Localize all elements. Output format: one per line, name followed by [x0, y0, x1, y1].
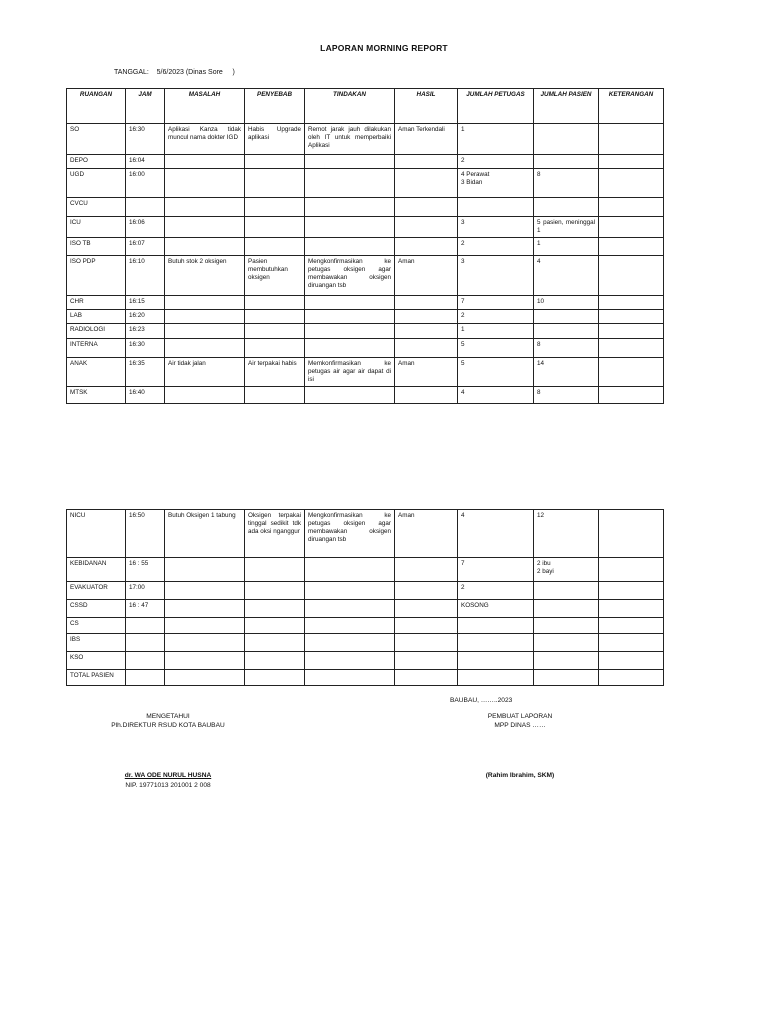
cell-ruangan: IBS [67, 634, 126, 652]
cell-pasien [534, 600, 599, 618]
table-row [67, 238, 664, 256]
cell-tindakan [305, 339, 395, 358]
cell-tindakan [305, 618, 395, 634]
cell-jam: 17:00 [126, 582, 165, 600]
cell-masalah [165, 155, 245, 169]
cell-masalah [165, 217, 245, 238]
cell-ruangan: ANAK [67, 358, 126, 387]
column-header-pasien: JUMLAH PASIEN [534, 89, 599, 124]
cell-penyebab [245, 652, 305, 670]
cell-petugas: 1 [458, 124, 534, 155]
cell-pasien: 14 [534, 358, 599, 387]
cell-tindakan [305, 296, 395, 310]
cell-keterangan [599, 339, 664, 358]
cell-pasien: 2 ibu 2 bayi [534, 558, 599, 582]
cell-tindakan: Mengkonfirmasikan ke petugas oksigen agar membawakan oksigen diruangan tsb [305, 256, 395, 296]
cell-penyebab [245, 600, 305, 618]
cell-pasien: 10 [534, 296, 599, 310]
cell-petugas: 3 [458, 256, 534, 296]
cell-penyebab [245, 155, 305, 169]
cell-keterangan [599, 169, 664, 198]
cell-jam [126, 652, 165, 670]
cell-hasil [395, 634, 458, 652]
cell-tindakan [305, 670, 395, 686]
cell-pasien [534, 618, 599, 634]
cell-hasil [395, 652, 458, 670]
report-table-1 [66, 88, 664, 404]
cell-hasil [395, 339, 458, 358]
cell-hasil [395, 558, 458, 582]
cell-hasil: Aman [395, 510, 458, 558]
header-row [67, 89, 664, 124]
cell-masalah [165, 634, 245, 652]
cell-pasien [534, 324, 599, 339]
cell-penyebab [245, 618, 305, 634]
cell-petugas: 2 [458, 155, 534, 169]
cell-petugas: 5 [458, 358, 534, 387]
cell-keterangan [599, 618, 664, 634]
cell-hasil [395, 296, 458, 310]
cell-masalah [165, 600, 245, 618]
cell-ruangan: KSO [67, 652, 126, 670]
cell-keterangan [599, 217, 664, 238]
cell-jam [126, 670, 165, 686]
cell-petugas [458, 198, 534, 217]
table-row [67, 582, 664, 600]
cell-petugas: 7 [458, 296, 534, 310]
reporter-name: (Rahim Ibrahim, SKM) [485, 772, 555, 779]
cell-pasien: 8 [534, 169, 599, 198]
cell-masalah: Air tidak jalan [165, 358, 245, 387]
cell-ruangan: ISO PDP [67, 256, 126, 296]
cell-pasien [534, 652, 599, 670]
cell-tindakan [305, 155, 395, 169]
cell-keterangan [599, 324, 664, 339]
table-row [67, 169, 664, 198]
cell-keterangan [599, 582, 664, 600]
cell-penyebab [245, 670, 305, 686]
cell-petugas: 5 [458, 339, 534, 358]
report-title: LAPORAN MORNING REPORT [320, 43, 448, 53]
cell-masalah [165, 582, 245, 600]
cell-penyebab: Pasien membutuhkan oksigen [245, 256, 305, 296]
report-date: TANGGAL: 5/6/2023 (Dinas Sore ) [114, 69, 235, 76]
cell-ruangan: RADIOLOGI [67, 324, 126, 339]
cell-ruangan: TOTAL PASIEN [67, 670, 126, 686]
table-row [67, 510, 664, 558]
table-row [67, 296, 664, 310]
cell-hasil [395, 310, 458, 324]
cell-petugas: KOSONG [458, 600, 534, 618]
cell-pasien [534, 670, 599, 686]
cell-jam: 16:10 [126, 256, 165, 296]
director-title: Plh.DIREKTUR RSUD KOTA BAUBAU [111, 722, 225, 729]
cell-masalah: Butuh stok 2 oksigen [165, 256, 245, 296]
cell-masalah [165, 198, 245, 217]
cell-ruangan: LAB [67, 310, 126, 324]
cell-penyebab [245, 217, 305, 238]
cell-petugas: 1 [458, 324, 534, 339]
table-row [67, 198, 664, 217]
cell-ruangan: CS [67, 618, 126, 634]
reporter-shift: MPP DINAS …… [494, 722, 546, 729]
cell-pasien: 8 [534, 387, 599, 404]
column-header-hasil: HASIL [395, 89, 458, 124]
cell-petugas: 2 [458, 310, 534, 324]
cell-masalah [165, 238, 245, 256]
cell-hasil [395, 217, 458, 238]
cell-keterangan [599, 670, 664, 686]
cell-penyebab [245, 582, 305, 600]
cell-pasien: 5 pasien, meninggal 1 [534, 217, 599, 238]
cell-tindakan: Memkonfirmasikan ke petugas air agar air dapat di isi [305, 358, 395, 387]
cell-tindakan [305, 310, 395, 324]
cell-penyebab [245, 634, 305, 652]
table-row [67, 155, 664, 169]
cell-pasien [534, 310, 599, 324]
cell-tindakan [305, 238, 395, 256]
cell-jam: 16:40 [126, 387, 165, 404]
table-row [67, 618, 664, 634]
cell-hasil [395, 155, 458, 169]
cell-hasil [395, 169, 458, 198]
cell-petugas: 2 [458, 582, 534, 600]
cell-penyebab [245, 310, 305, 324]
cell-ruangan: EVAKUATOR [67, 582, 126, 600]
column-header-tindakan: TINDAKAN [305, 89, 395, 124]
cell-petugas: 4 [458, 510, 534, 558]
cell-petugas [458, 618, 534, 634]
cell-keterangan [599, 600, 664, 618]
cell-masalah [165, 618, 245, 634]
cell-penyebab [245, 339, 305, 358]
cell-masalah: Butuh Oksigen 1 tabung [165, 510, 245, 558]
cell-ruangan: UGD [67, 169, 126, 198]
cell-jam: 16:50 [126, 510, 165, 558]
cell-hasil: Aman [395, 256, 458, 296]
cell-pasien [534, 634, 599, 652]
cell-tindakan [305, 324, 395, 339]
table-row [67, 324, 664, 339]
cell-tindakan: Mengkonfirmasikan ke petugas oksigen agar membawakan oksigen diruangan tsb [305, 510, 395, 558]
cell-keterangan [599, 358, 664, 387]
table-row [67, 670, 664, 686]
cell-penyebab [245, 238, 305, 256]
cell-hasil [395, 238, 458, 256]
cell-jam: 16:30 [126, 124, 165, 155]
cell-ruangan: SO [67, 124, 126, 155]
cell-hasil: Aman Terkendali [395, 124, 458, 155]
cell-tindakan: Remot jarak jauh dilakukan oleh IT untuk memperbaiki Aplikasi [305, 124, 395, 155]
cell-penyebab [245, 558, 305, 582]
place-date: BAUBAU, ……..2023 [450, 697, 513, 704]
cell-keterangan [599, 634, 664, 652]
cell-keterangan [599, 652, 664, 670]
cell-petugas: 2 [458, 238, 534, 256]
table-row [67, 124, 664, 155]
cell-keterangan [599, 124, 664, 155]
cell-penyebab [245, 387, 305, 404]
cell-petugas: 3 [458, 217, 534, 238]
cell-jam [126, 618, 165, 634]
cell-jam: 16:07 [126, 238, 165, 256]
cell-jam: 16 : 47 [126, 600, 165, 618]
cell-keterangan [599, 198, 664, 217]
cell-tindakan [305, 582, 395, 600]
cell-masalah [165, 387, 245, 404]
cell-penyebab [245, 324, 305, 339]
cell-keterangan [599, 558, 664, 582]
cell-pasien [534, 198, 599, 217]
column-header-ruangan: RUANGAN [67, 89, 126, 124]
cell-keterangan [599, 238, 664, 256]
cell-petugas [458, 652, 534, 670]
table-row [67, 652, 664, 670]
cell-jam: 16:23 [126, 324, 165, 339]
column-header-masalah: MASALAH [165, 89, 245, 124]
cell-penyebab [245, 169, 305, 198]
column-header-penyebab: PENYEBAB [245, 89, 305, 124]
cell-jam: 16:20 [126, 310, 165, 324]
cell-masalah [165, 670, 245, 686]
cell-penyebab: Habis Upgrade aplikasi [245, 124, 305, 155]
cell-petugas [458, 634, 534, 652]
cell-pasien [534, 124, 599, 155]
cell-keterangan [599, 310, 664, 324]
table-row [67, 634, 664, 652]
cell-penyebab: Oksigen terpakai tinggal sedikit tdk ada oksi nganggur [245, 510, 305, 558]
cell-penyebab: Air terpakai habis [245, 358, 305, 387]
cell-jam [126, 634, 165, 652]
cell-pasien [534, 582, 599, 600]
cell-ruangan: INTERNA [67, 339, 126, 358]
cell-jam: 16:15 [126, 296, 165, 310]
cell-ruangan: ISO TB [67, 238, 126, 256]
table-row [67, 358, 664, 387]
column-header-keterangan: KETERANGAN [599, 89, 664, 124]
cell-hasil [395, 582, 458, 600]
column-header-petugas: JUMLAH PETUGAS [458, 89, 534, 124]
cell-jam: 16:06 [126, 217, 165, 238]
cell-tindakan [305, 634, 395, 652]
cell-tindakan [305, 600, 395, 618]
cell-ruangan: CSSD [67, 600, 126, 618]
cell-hasil [395, 600, 458, 618]
report-table-2 [66, 509, 664, 686]
table-row [67, 339, 664, 358]
cell-ruangan: KEBIDANAN [67, 558, 126, 582]
cell-masalah [165, 310, 245, 324]
director-nip: NIP. 19771013 201001 2 008 [125, 782, 211, 789]
cell-masalah [165, 652, 245, 670]
cell-masalah [165, 169, 245, 198]
cell-ruangan: CHR [67, 296, 126, 310]
cell-pasien: 8 [534, 339, 599, 358]
cell-pasien: 12 [534, 510, 599, 558]
cell-pasien: 4 [534, 256, 599, 296]
cell-petugas: 4 [458, 387, 534, 404]
cell-masalah [165, 324, 245, 339]
cell-tindakan [305, 217, 395, 238]
table-row [67, 310, 664, 324]
table-row [67, 217, 664, 238]
table-row [67, 387, 664, 404]
cell-hasil: Aman [395, 358, 458, 387]
table-row [67, 600, 664, 618]
cell-hasil [395, 198, 458, 217]
cell-tindakan [305, 387, 395, 404]
cell-petugas [458, 670, 534, 686]
column-header-jam: JAM [126, 89, 165, 124]
acknowledge-label: MENGETAHUI [146, 713, 190, 720]
cell-jam [126, 198, 165, 217]
cell-ruangan: CVCU [67, 198, 126, 217]
cell-jam: 16 : 55 [126, 558, 165, 582]
cell-jam: 16:04 [126, 155, 165, 169]
cell-hasil [395, 387, 458, 404]
cell-penyebab [245, 296, 305, 310]
cell-tindakan [305, 169, 395, 198]
cell-keterangan [599, 296, 664, 310]
cell-masalah [165, 558, 245, 582]
cell-pasien: 1 [534, 238, 599, 256]
cell-ruangan: ICU [67, 217, 126, 238]
cell-jam: 16:30 [126, 339, 165, 358]
cell-tindakan [305, 198, 395, 217]
cell-masalah [165, 339, 245, 358]
cell-jam: 16:00 [126, 169, 165, 198]
director-name: dr. WA ODE NURUL HUSNA [124, 772, 212, 779]
table-row [67, 558, 664, 582]
cell-keterangan [599, 510, 664, 558]
cell-hasil [395, 670, 458, 686]
cell-keterangan [599, 387, 664, 404]
cell-masalah: Aplikasi Kanza tidak muncul nama dokter IGD [165, 124, 245, 155]
cell-keterangan [599, 155, 664, 169]
cell-ruangan: NICU [67, 510, 126, 558]
cell-tindakan [305, 652, 395, 670]
cell-jam: 16:35 [126, 358, 165, 387]
reporter-label: PEMBUAT LAPORAN [487, 713, 553, 720]
cell-ruangan: DEPO [67, 155, 126, 169]
cell-hasil [395, 324, 458, 339]
cell-penyebab [245, 198, 305, 217]
table-row [67, 256, 664, 296]
cell-petugas: 7 [458, 558, 534, 582]
cell-petugas: 4 Perawat 3 Bidan [458, 169, 534, 198]
cell-pasien [534, 155, 599, 169]
cell-ruangan: MTSK [67, 387, 126, 404]
cell-keterangan [599, 256, 664, 296]
cell-masalah [165, 296, 245, 310]
cell-hasil [395, 618, 458, 634]
cell-tindakan [305, 558, 395, 582]
